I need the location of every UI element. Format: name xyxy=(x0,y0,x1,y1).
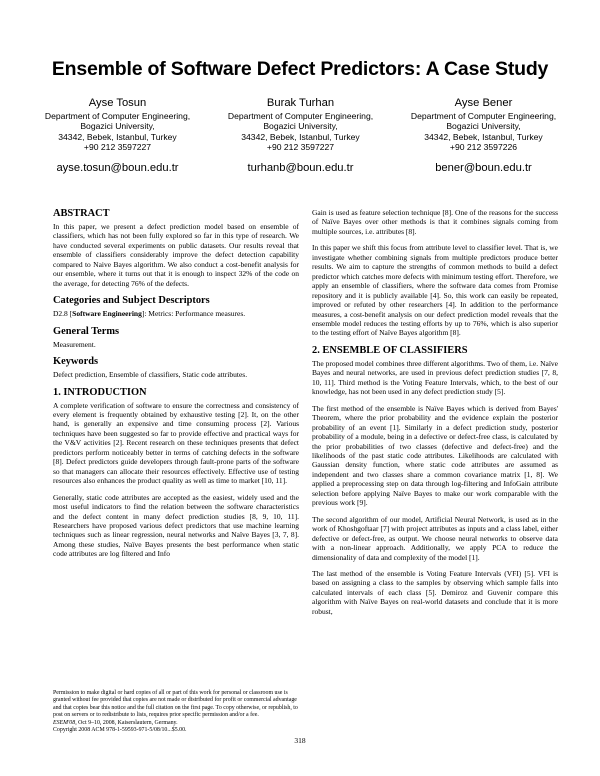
author-address: 34342, Bebek, Istanbul, Turkey xyxy=(58,131,177,142)
left-column xyxy=(53,208,299,566)
author-email: ayse.tosun@boun.edu.tr xyxy=(56,161,179,174)
right-paragraph-2: In this paper we shift this focus from attribute level to classifier level. That is, we investigate whether combining signals from multiple predictors produce better results. We aim to capture the strengths of common methods to build a defect predictor which catches more defects with minimum testing effort. Therefore, we apply an ensemble of classifiers, where the software data comes from Promise repository and it is publicly available [4]. So, this work can easily be repeated, improved or refuted by other researchers [4]. In addition to the performance measures, a cost-benefit analysis on our defect prediction model reveals that the ensemble model reduces the testing efforts by up to 76%, which is also superior to the testing effort of Naïve Bayes algorithm [8]. xyxy=(312,243,558,338)
right-column xyxy=(312,208,558,623)
author-univ: Bogazici University, xyxy=(446,121,521,132)
conference-name: ESEM'08, xyxy=(53,719,77,726)
author-email: bener@boun.edu.tr xyxy=(435,161,532,174)
author-block xyxy=(26,97,576,175)
keywords-text: Defect prediction, Ensemble of classifiers, Static code attributes. xyxy=(53,370,248,380)
author-name: Ayse Bener xyxy=(454,97,513,109)
author-dept: Department of Computer Engineering, xyxy=(44,111,191,121)
abstract-heading: ABSTRACT xyxy=(53,208,110,219)
paper-title: Ensemble of Software Defect Predictors: A Case Study xyxy=(51,58,549,80)
notice-copyright: Copyright 2008 ACM 978-1-59593-971-5/08/10...$5.00. xyxy=(53,727,187,734)
general-terms-heading: General Terms xyxy=(53,325,120,337)
author-2 xyxy=(209,97,392,175)
author-address: 34342, Bebek, Istanbul, Turkey xyxy=(241,131,360,142)
ensemble-heading: 2. ENSEMBLE OF CLASSIFIERS xyxy=(312,344,468,356)
categories-rest: ]: Metrics: Performance measures. xyxy=(141,309,246,319)
author-dept: Department of Computer Engineering, xyxy=(227,111,374,121)
author-address: 34342, Bebek, Istanbul, Turkey xyxy=(424,131,543,142)
right-paragraph-6: The last method of the ensemble is Voting Feature Intervals (VFI) [5]. VFI is based on assigning a class to the samples by observing which sample falls into calculated intervals of each class [5]. Demiroz and Guvenir compare this algorithm with Naïve Bayes on real-world datasets and conclude that it is more robust, xyxy=(312,568,558,616)
general-terms-text: Measurement. xyxy=(53,339,96,349)
author-1 xyxy=(26,97,209,175)
abstract-text: In this paper, we present a defect prediction model based on ensemble of classifiers, which has not been fully explored so far in this type of research. We have conducted several experiments on public datasets. Our results reveal that ensemble of classifiers considerably improve the defect detection capability compared to Naive Bayes algorithm. We also conduct a cost-benefit analysis for our ensemble, where it turns out that it is enough to inspect 32% of the code on the average, for detecting 76% of the defects. xyxy=(53,222,299,288)
right-paragraph-4: The first method of the ensemble is Naïve Bayes which is derived from Bayes' Theorem, where the prior probability and the evidence explain the posterior probability of an event [1]. Similarly in a defect prediction study, posterior probability of a module, being in a defective or defect-free class, is calculated by the prior probabilities of two classes (defective and defect-free) and the likelihoods of the past static code attributes. Likelihoods are calculated with Gaussian density function, where static code attributes are assumed as independent and two classes share a common covariance matrix [1, 8]. We applied a preprocessing step on data through log-filtering and InfoGain attribute selection before applying Naïve Bayes to make our work comparable with the previous work [9]. xyxy=(312,403,558,508)
author-univ: Bogazici University, xyxy=(80,121,155,132)
categories-code: D2.8 [ xyxy=(53,309,73,319)
author-univ: Bogazici University, xyxy=(263,121,338,132)
keywords-heading: Keywords xyxy=(53,356,99,368)
right-paragraph-1: Gain is used as feature selection technique [8]. One of the reasons for the success of Naïve Bayes over other methods is that it combines signals coming from multiple sources, i.e. attributes [8]. xyxy=(312,208,558,236)
right-paragraph-5: The second algorithm of our model, Artificial Neural Network, is used as in the work of Khoshgoftaar [7] with project attributes as inputs and a class label, either defective or defect-free, as output. We choose neural networks to observe data with a non-linear approach. Additionally, we apply PCA to reduce the dimensionality of data and complexity of the model [1]. xyxy=(312,514,558,562)
author-phone: +90 212 3597226 xyxy=(449,142,518,153)
categories-heading: Categories and Subject Descriptors xyxy=(53,295,210,307)
intro-paragraph-2: Generally, static code attributes are accepted as the easiest, widely used and the most useful indicators to find the relation between the software characteristics and the defect content in many defect prediction studies [8, 9, 10, 11]. Researchers have proposed various defect predictors that use machine learning techniques such as linear regression, neural networks and Naïve Bayes [3, 7, 8]. Among these studies, Naïve Bayes presents the best performance when static code attributes are log filtered and Info xyxy=(53,492,299,559)
author-phone: +90 212 3597227 xyxy=(83,142,152,153)
notice-conference xyxy=(53,720,299,727)
categories-text xyxy=(53,309,299,318)
page-number: 318 xyxy=(294,736,306,745)
conference-dates: Oct 9–10, 2008, Kaiserslautern, Germany. xyxy=(76,719,178,726)
author-3 xyxy=(392,97,575,175)
author-name: Ayse Tosun xyxy=(88,97,147,109)
author-email: turhanb@boun.edu.tr xyxy=(247,161,354,174)
author-phone: +90 212 3597227 xyxy=(266,142,335,153)
author-name: Burak Turhan xyxy=(266,97,335,109)
notice-text: Permission to make digital or hard copies of all or part of this work for personal or classroom use is granted without fee provided that copies are not made or distributed for profit or commercial advantage and that copies bear this notice and the full citation on the first page. To copy otherwise, or republish, to post on servers or to redistribute to lists, requires prior specific permission and/or a fee. xyxy=(53,690,298,719)
intro-heading: 1. INTRODUCTION xyxy=(53,386,147,398)
intro-paragraph-1: A complete verification of software to ensure the correctness and consistency of every element is frequently obtained by exhaustive testing [2]. It, on the other hand, is generally an expensive and time consuming process [2]. Various techniques have been suggested so far to provide effective and practical ways for the V&V activities [2]. Recent research on these techniques presents that defect predictors perform noticeably better in terms of catching defects in the software [8]. Defect predictors guide developers through fault-prone parts of the software so that managers can allocate their resources effectively. Effective use of testing resources also enhances the product quality as well as time to market [10, 11]. xyxy=(53,400,299,486)
permission-notice xyxy=(53,690,299,734)
categories-bold: Software Engineering xyxy=(72,309,142,319)
author-dept: Department of Computer Engineering, xyxy=(410,111,557,121)
right-paragraph-3: The proposed model combines three different algorithms. Two of them, i.e. Naïve Bayes and neural networks, are used in previous defect prediction studies [7, 8, 10, 11]. Third method is the Voting Feature Intervals, which, to the best of our knowledge, has not been used in any defect prediction study [5]. xyxy=(312,358,558,397)
